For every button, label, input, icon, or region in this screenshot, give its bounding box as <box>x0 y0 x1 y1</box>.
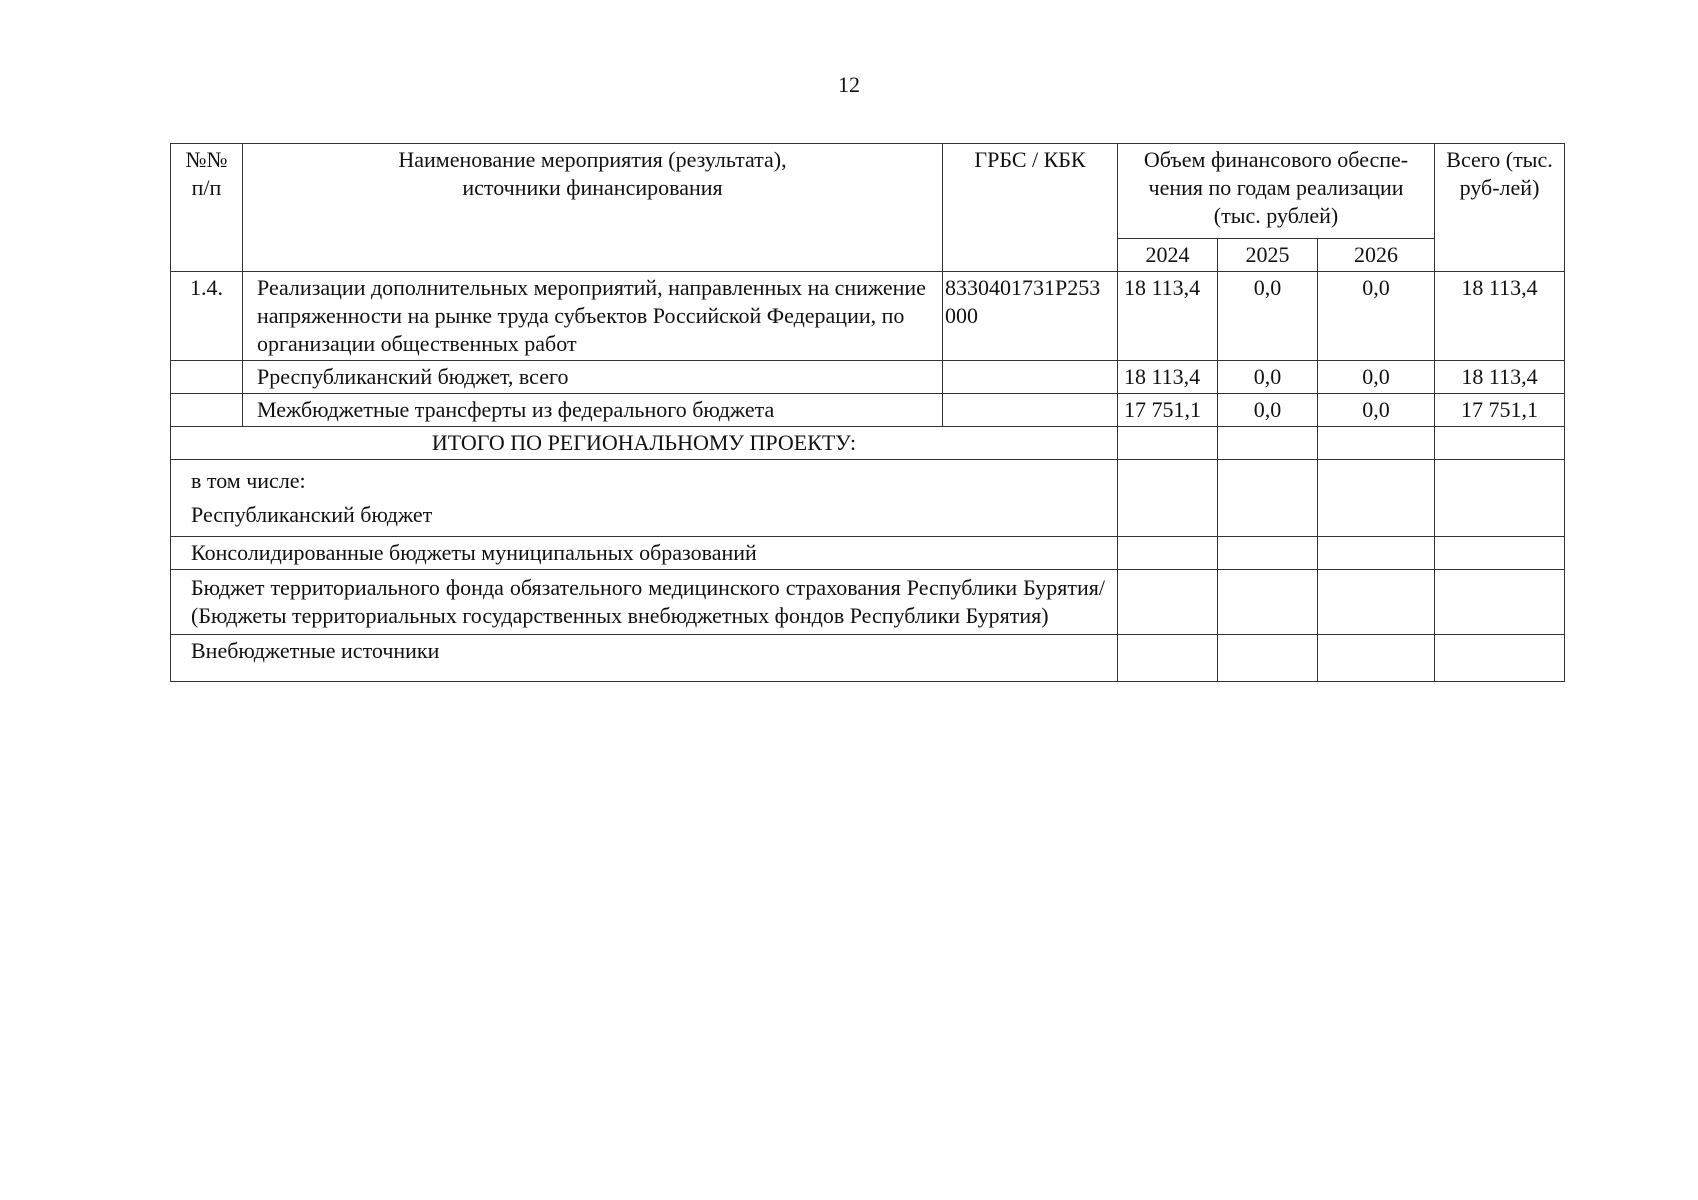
header-name-line1: Наименование мероприятия (результата), <box>398 147 787 172</box>
table-header-row <box>171 144 1565 239</box>
tfoms-label: Бюджет территориального фонда обязательного медицинского страхования Республики Бурятия/ (Бюджеты территориальных государственных внебюджетных фондов Республики Бурятия) <box>171 570 1118 635</box>
row-total: 18 113,4 <box>1435 272 1565 361</box>
row-2025: 0,0 <box>1218 394 1318 427</box>
empty-cell <box>1118 460 1218 537</box>
row-2026: 0,0 <box>1318 361 1435 394</box>
empty-cell <box>1218 635 1318 682</box>
row-2024: 18 113,4 <box>1118 272 1218 361</box>
financing-table <box>170 143 1565 682</box>
empty-cell <box>1318 635 1435 682</box>
empty-cell <box>1118 427 1218 460</box>
row-2025: 0,0 <box>1218 361 1318 394</box>
table-row <box>171 272 1565 361</box>
row-2026: 0,0 <box>1318 394 1435 427</box>
empty-cell <box>1118 537 1218 570</box>
republic-budget-label: Республиканский бюджет <box>191 502 433 527</box>
header-num: №№ п/п <box>171 144 243 272</box>
empty-cell <box>1435 635 1565 682</box>
row-2024: 18 113,4 <box>1118 361 1218 394</box>
header-volume: Объем финансового обеспе-чения по годам реализации (тыс. рублей) <box>1118 144 1435 239</box>
row-total: 18 113,4 <box>1435 361 1565 394</box>
header-year-2025: 2025 <box>1218 239 1318 272</box>
itogo-label: ИТОГО ПО РЕГИОНАЛЬНОМУ ПРОЕКТУ: <box>171 427 1118 460</box>
summary-row <box>171 635 1565 682</box>
empty-cell <box>1318 460 1435 537</box>
summary-row <box>171 460 1565 537</box>
row-kbk: 8330401731P253000 <box>943 272 1118 361</box>
empty-cell <box>1118 635 1218 682</box>
row-name: Рреспубликанский бюджет, всего <box>243 361 943 394</box>
row-2024: 17 751,1 <box>1118 394 1218 427</box>
header-name <box>243 144 943 272</box>
header-total: Всего (тыс. руб-лей) <box>1435 144 1565 272</box>
table-row <box>171 361 1565 394</box>
empty-cell <box>1218 570 1318 635</box>
row-2026: 0,0 <box>1318 272 1435 361</box>
empty-cell <box>1218 460 1318 537</box>
empty-cell <box>1435 427 1565 460</box>
row-num: 1.4. <box>171 272 243 361</box>
table-row <box>171 394 1565 427</box>
row-name: Межбюджетные трансферты из федерального бюджета <box>243 394 943 427</box>
header-grbs: ГРБС / КБК <box>943 144 1118 272</box>
empty-cell <box>1318 537 1435 570</box>
empty-cell <box>1435 570 1565 635</box>
header-name-line2: источники финансирования <box>462 175 723 200</box>
row-kbk <box>943 394 1118 427</box>
itogo-row <box>171 427 1565 460</box>
empty-cell <box>1435 537 1565 570</box>
row-num <box>171 361 243 394</box>
page-number: 12 <box>838 72 860 97</box>
empty-cell <box>1318 570 1435 635</box>
row-num <box>171 394 243 427</box>
row-2025: 0,0 <box>1218 272 1318 361</box>
summary-row <box>171 537 1565 570</box>
empty-cell <box>1118 570 1218 635</box>
row-kbk <box>943 361 1118 394</box>
empty-cell <box>1318 427 1435 460</box>
header-year-2026: 2026 <box>1318 239 1435 272</box>
empty-cell <box>1435 460 1565 537</box>
empty-cell <box>1218 537 1318 570</box>
summary-republic <box>171 460 1118 537</box>
empty-cell <box>1218 427 1318 460</box>
row-name: Реализации дополнительных мероприятий, направленных на снижение напряженности на рынке труда субъектов Российской Федерации, по организации общественных работ <box>243 272 943 361</box>
header-year-2024: 2024 <box>1118 239 1218 272</box>
summary-row <box>171 570 1565 635</box>
including-label: в том числе: <box>191 468 306 493</box>
consolidated-label: Консолидированные бюджеты муниципальных образований <box>171 537 1118 570</box>
extrabudget-label: Внебюджетные источники <box>171 635 1118 682</box>
row-total: 17 751,1 <box>1435 394 1565 427</box>
